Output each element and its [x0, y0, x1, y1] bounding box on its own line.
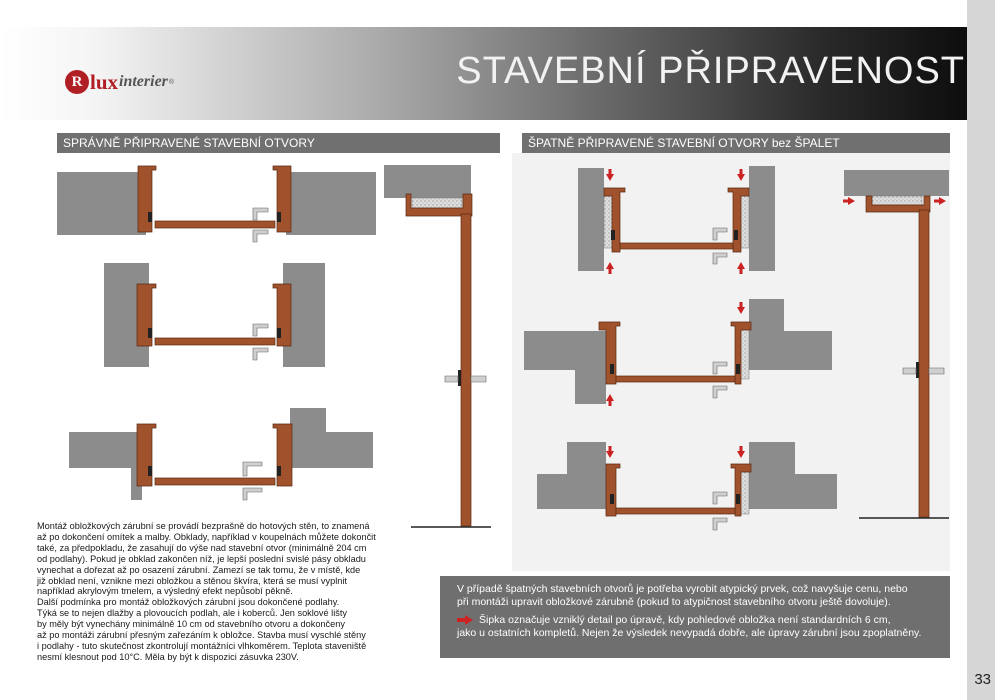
body-line: i podlahy - tuto skutečnost zkontrolují montážníci vlhkoměrem. Teplota staveniště [37, 640, 367, 651]
wrong-plan-3 [537, 442, 837, 530]
wall-right [290, 408, 373, 468]
note-line-2: při montáži upravit obložkové zárubně (pokud to atypičnost stavebního otvoru ještě dovoluje). [457, 596, 891, 608]
section-header-correct: SPRÁVNĚ PŘIPRAVENÉ STAVEBNÍ OTVORY [57, 133, 500, 153]
logo-mark: R [65, 70, 89, 94]
note-line-1: V případě špatných stavebních otvorů je potřeba vyrobit atypický prvek, což navyšuje cenu, nebo [457, 583, 908, 595]
logo-lux: lux [90, 69, 119, 94]
body-line: od podlahy). Pokud je obklad zakončen níž, je lepší poslední svislé pásy obkladu [37, 553, 366, 564]
wrong-plan-2 [524, 299, 832, 406]
correct-plan-3 [69, 408, 373, 500]
body-line: Další podmínka pro montáž obložkových zárubní jsou dokončené podlahy. [37, 597, 340, 608]
body-line: Týká se to nejen dlažby a plovoucích podlah, ale i koberců. Jen soklové lišty [37, 608, 347, 619]
logo-registered: ® [168, 78, 175, 86]
body-line: Montáž obložkových zárubní se provádí bezprašně do hotových stěn, to znamená [37, 521, 370, 531]
body-line: již obklad není, vznikne mezi obložkou a stěnou škvíra, která se musí vyplnit [37, 575, 347, 586]
wall-left [69, 432, 142, 500]
wrong-section-view [843, 170, 949, 518]
note-line-3: Šipka označuje vzniklý detail po úpravě, kdy pohledové obložka není standardních 6 cm, [479, 614, 891, 626]
logo-interier: interier [119, 73, 168, 90]
body-line: nesmí klesnout pod 10°C. Měla by být k dispozici zásuvka 230V. [37, 651, 299, 662]
section-header-wrong: ŠPATNĚ PŘIPRAVENÉ STAVEBNÍ OTVORY bez ŠPALET [522, 133, 950, 153]
wall-left [57, 172, 146, 235]
body-line: až po montáži zárubní přesným zařezáním k obložce. Stavba musí vyschlé stěny [37, 630, 366, 641]
body-text [37, 521, 407, 663]
note-line-4: jako u ostatních kompletů. Nejen že výsledek nevypadá dobře, ale úpravy zárubní jsou zpoplatněny. [457, 627, 922, 639]
wall-right [286, 172, 376, 235]
body-line: vynechat a dořezat až po osazení zárubní. Zamezí se tak tomu, že v místě, kde [37, 564, 361, 575]
wrong-plan-1 [578, 166, 775, 274]
correct-plan-2 [104, 263, 325, 367]
page-title: STAVEBNÍ PŘIPRAVENOST [456, 50, 965, 92]
correct-plan-1 [57, 166, 376, 242]
right-sidebar-strip [967, 0, 995, 700]
body-line: také, za předpokladu, že zasahují do výše nad stavební otvor (minimálně 204 cm [37, 542, 367, 553]
correct-section-view [384, 165, 491, 527]
body-line: by měly být vynechány minimálně 10 cm od stavebního otvoru a dokončeny [37, 619, 345, 630]
page-number: 33 [974, 671, 991, 688]
body-line: až po dokončení omítek a malby. Obklady, například v koupelnách můžete dokončit [37, 531, 376, 542]
body-line: například akrylovým tmelem, a výsledný efekt nepůsobí pěkně. [37, 586, 293, 597]
red-arrow-icon [457, 615, 473, 625]
note-box [440, 576, 950, 658]
